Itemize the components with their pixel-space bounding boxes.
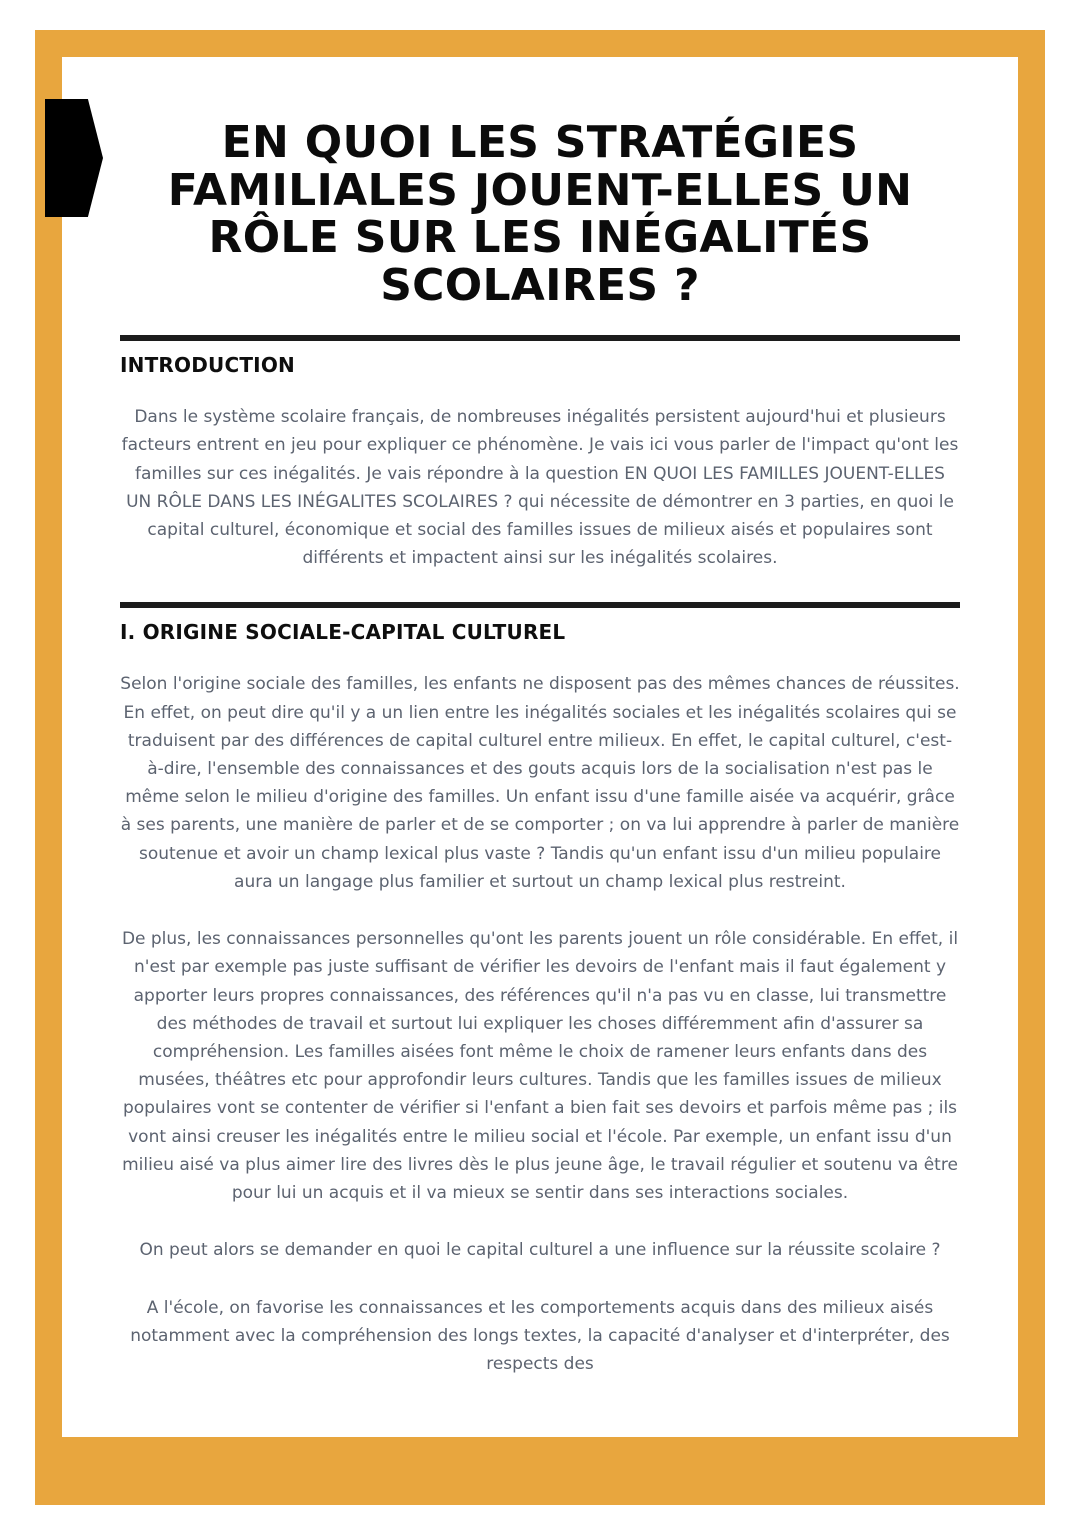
section-divider-bar [120, 335, 960, 341]
section-introduction [120, 335, 960, 572]
paragraph-capital-culturel-2: De plus, les connaissances personnelles qu'ont les parents jouent un rôle considérable. En effet, il n'est par exemple pas juste suffisant de vérifier les devoirs de l'enfant mais il faut également y apporter leurs propres connaissances, des références qu'il n'a pas vu en classe, lui transmettre des méthodes de travail et surtout lui expliquer les choses différemment afin d'assurer sa compréhension. Les familles aisées font même le choix de ramener leurs enfants dans des musées, théâtres etc pour approfondir leurs cultures. Tandis que les familles issues de milieux populaires vont se contenter de vérifier si l'enfant a bien fait ses devoirs et parfois même pas ; ils vont ainsi creuser les inégalités entre le milieu social et l'école. Par exemple, un enfant issu d'un milieu aisé va plus aimer lire des livres dès le plus jeune âge, le travail régulier et soutenu va être pour lui un acquis et il va mieux se sentir dans ses interactions sociales. [121, 929, 959, 1204]
title-line-4: SCOLAIRES ? [380, 259, 700, 311]
title-line-2: FAMILIALES JOUENT-ELLES UN [167, 164, 913, 216]
page-border-frame [35, 30, 1045, 1505]
title-line-1: EN QUOI LES STRATÉGIES [221, 117, 859, 168]
document-title [120, 119, 960, 309]
document-content [62, 57, 1018, 1437]
paragraph-ecole-favorise: A l'école, on favorise les connaissances et les comportements acquis dans des milieux aisés notamment avec la compréhension des longs textes, la capacité d'analyser et d'interpréter, des respects des [130, 1297, 950, 1374]
section-divider-bar [120, 602, 960, 608]
origine-sociale-heading: I. ORIGINE SOCIALE-CAPITAL CULTUREL [120, 620, 566, 645]
title-line-3: RÔLE SUR LES INÉGALITÉS [208, 212, 872, 264]
introduction-heading: INTRODUCTION [120, 353, 295, 378]
section-origine-sociale-capital-culturel [120, 602, 960, 1378]
paragraph-capital-culturel-1: Selon l'origine sociale des familles, les enfants ne disposent pas des mêmes chances de réussites. En effet, on peut dire qu'il y a un lien entre les inégalités sociales et les inégalités scolaires qui se traduisent par des différences de capital culturel entre milieux. En effet, le capital culturel, c'est-à-dire, l'ensemble des connaissances et des gouts acquis lors de la socialisation n'est pas le même selon le milieu d'origine des familles. Un enfant issu d'une famille aisée va acquérir, grâce à ses parents, une manière de parler et de se comporter ; on va lui apprendre à parler de manière soutenue et avoir un champ lexical plus vaste ? Tandis qu'un enfant issu d'un milieu populaire aura un langage plus familier et surtout un champ lexical plus restreint. [120, 674, 960, 892]
introduction-paragraph: Dans le système scolaire français, de nombreuses inégalités persistent aujourd'hui et plusieurs facteurs entrent en jeu pour expliquer ce phénomène. Je vais ici vous parler de l'impact qu'ont les familles sur ces inégalités. Je vais répondre à la question EN QUOI LES FAMILLES JOUENT-ELLES UN RÔLE DANS LES INÉGALITES SCOLAIRES ? qui nécessite de démontrer en 3 parties, en quoi le capital culturel, économique et social des familles issues de milieux aisés et populaires sont différents et impactent ainsi sur les inégalités scolaires. [121, 407, 959, 569]
paragraph-question-transition: On peut alors se demander en quoi le capital culturel a une influence sur la réussite scolaire ? [139, 1240, 941, 1261]
